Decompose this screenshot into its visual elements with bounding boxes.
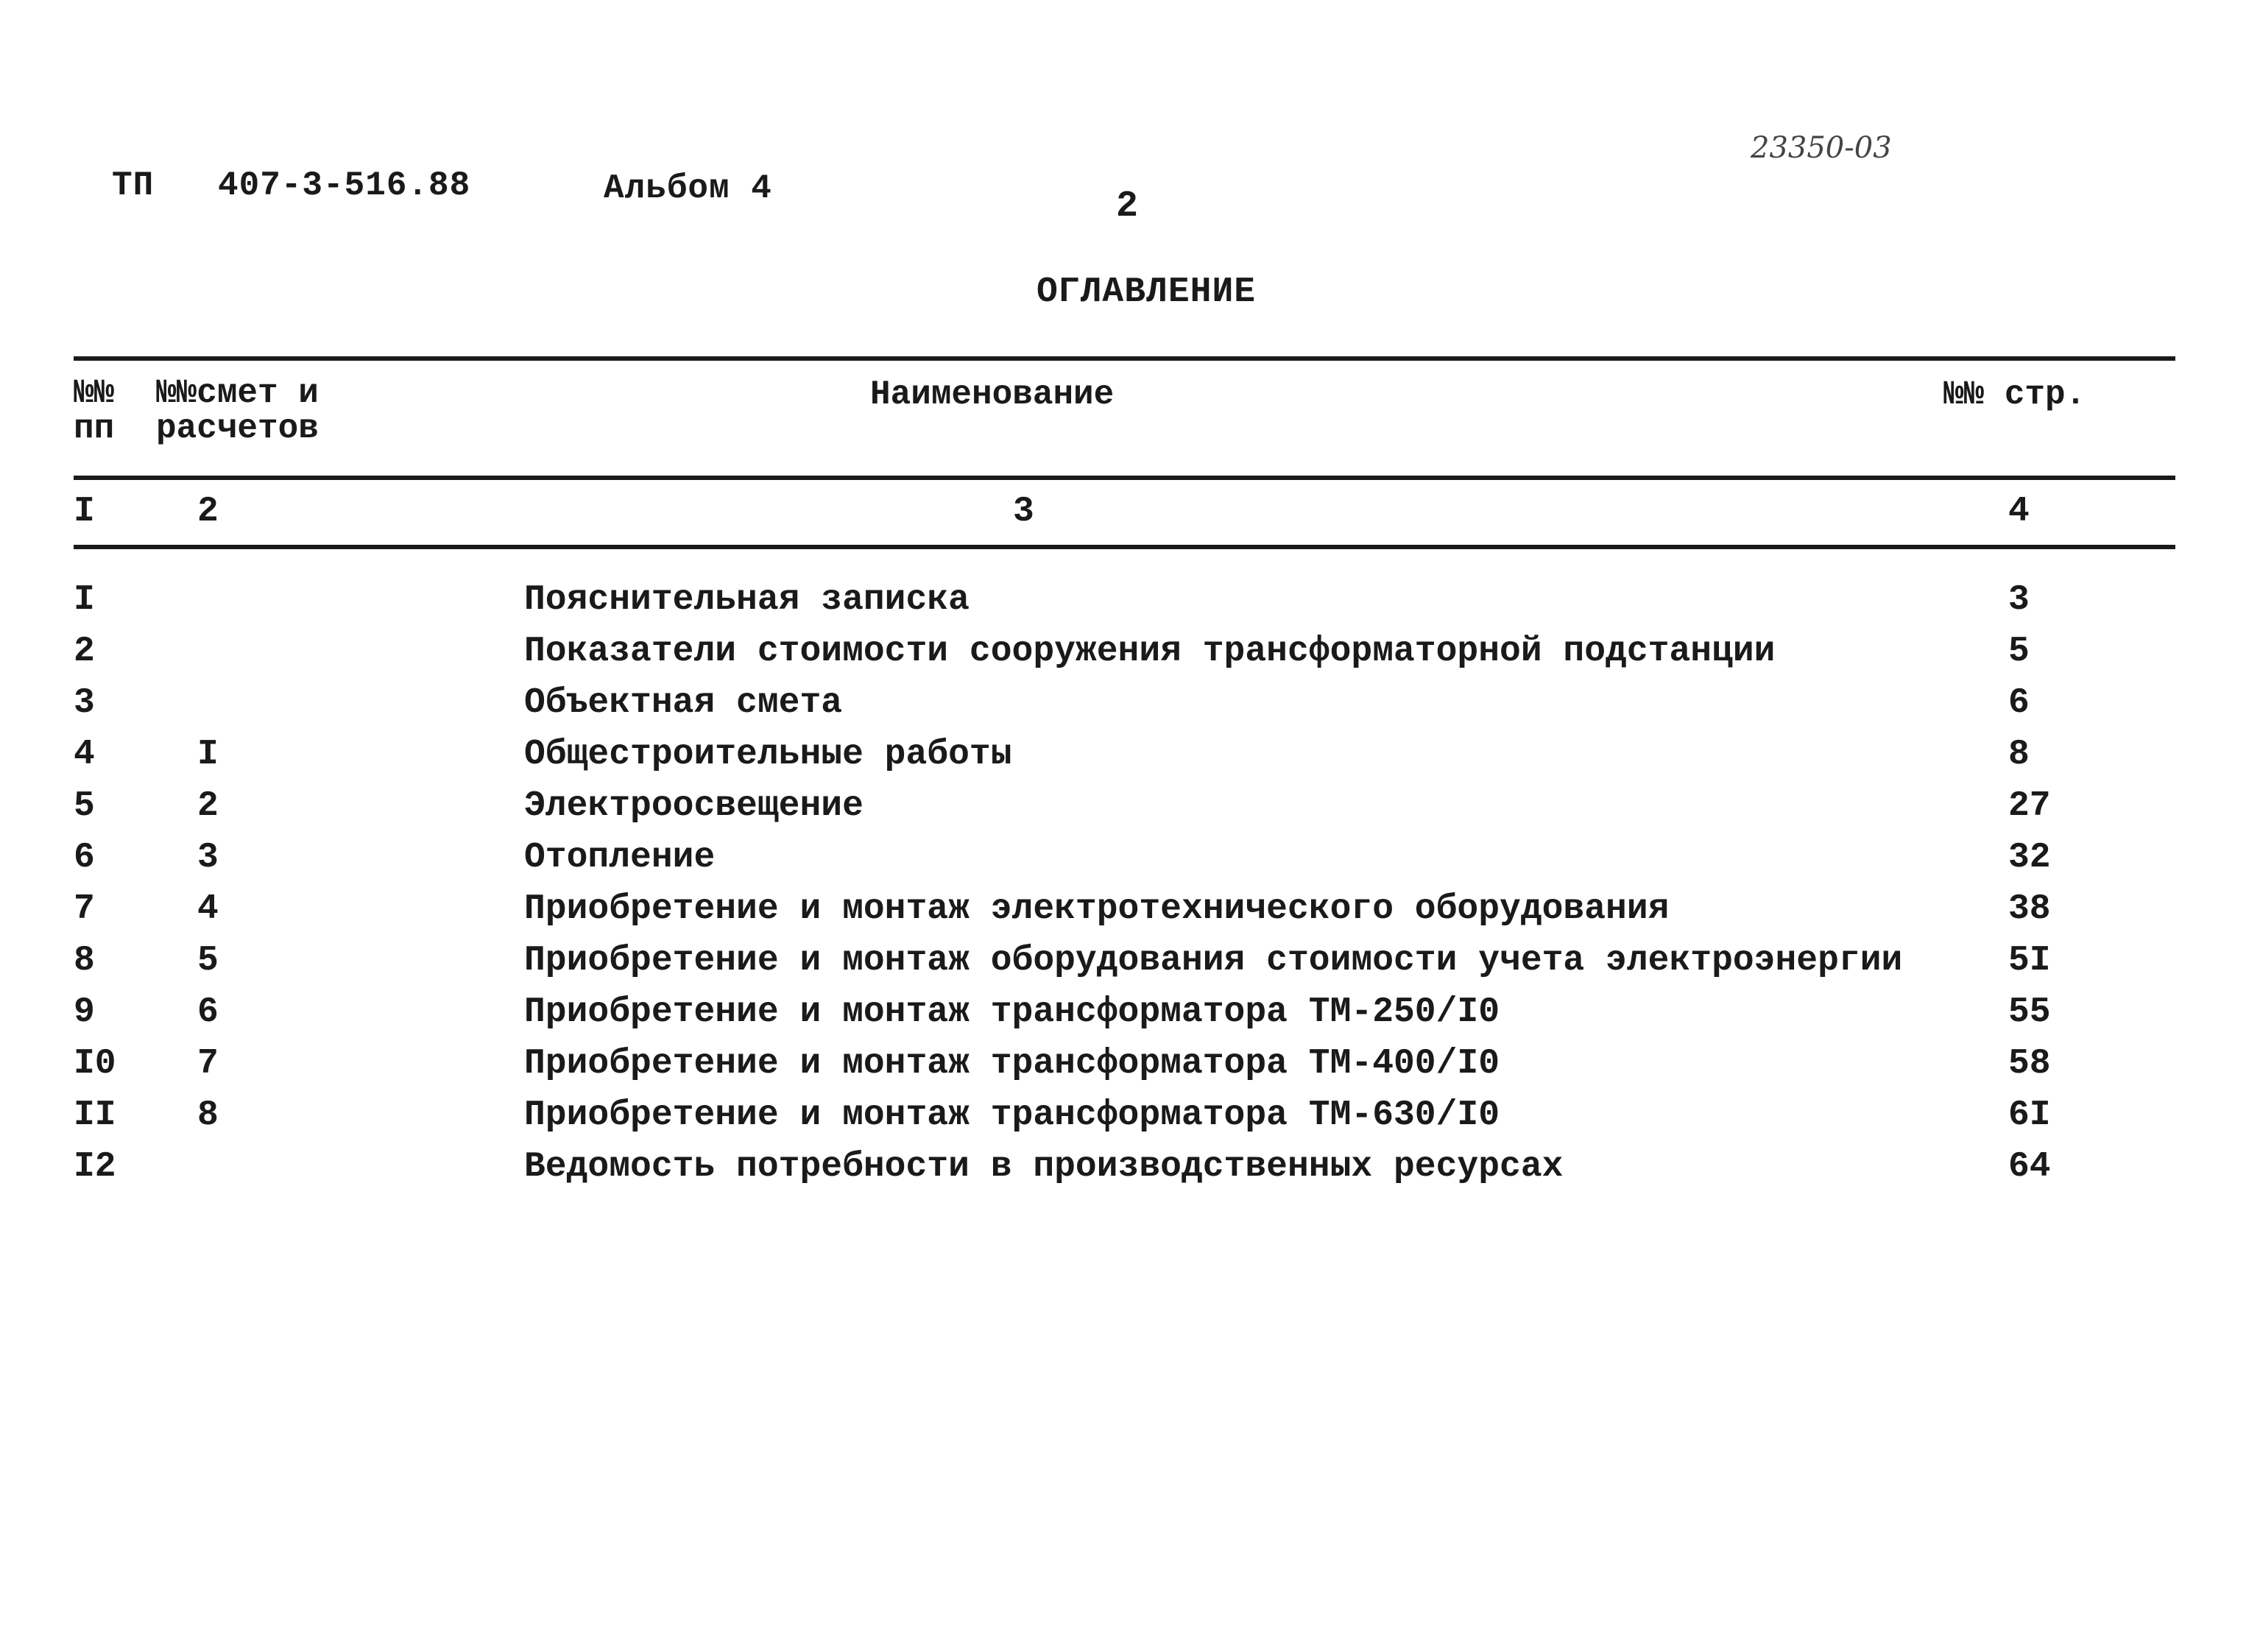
- row-page: 5: [2008, 632, 2030, 671]
- row-smeta: 5: [197, 941, 219, 981]
- table-row: [0, 935, 2260, 986]
- column-number-rule: [74, 545, 2175, 549]
- header-pp-line1: №№: [74, 374, 115, 412]
- row-page: 38: [2008, 889, 2051, 929]
- row-page: 3: [2008, 580, 2030, 620]
- column-number-4: 4: [2008, 492, 2030, 532]
- project-number: 407-3-516.88: [218, 166, 471, 205]
- row-smeta: 8: [197, 1095, 219, 1135]
- table-row: [0, 729, 2260, 780]
- table-row: [0, 1090, 2260, 1141]
- row-pp: 3: [74, 683, 95, 723]
- row-pp: I2: [74, 1147, 116, 1187]
- row-name: Приобретение и монтаж оборудования стоимости учета электроэнергии: [524, 941, 1903, 981]
- header-smeta: [156, 375, 319, 446]
- row-smeta: 4: [197, 889, 219, 929]
- row-page: 32: [2008, 838, 2051, 878]
- table-row: [0, 883, 2260, 935]
- row-name: Общестроительные работы: [524, 735, 1012, 774]
- table-row: [0, 626, 2260, 677]
- table-row: [0, 677, 2260, 729]
- row-page: 27: [2008, 786, 2051, 826]
- table-row: [0, 1141, 2260, 1193]
- row-pp: 8: [74, 941, 95, 981]
- album-label: Альбом 4: [604, 169, 772, 208]
- row-pp: II: [74, 1095, 116, 1135]
- header-page: №№ стр.: [1943, 375, 2086, 414]
- row-smeta: 3: [197, 838, 219, 878]
- row-page: 55: [2008, 992, 2051, 1032]
- header-pp-line2: пп: [74, 409, 115, 448]
- column-number-3: 3: [1013, 492, 1034, 532]
- row-pp: 4: [74, 735, 95, 774]
- row-name: Отопление: [524, 838, 716, 878]
- row-name: Объектная смета: [524, 683, 843, 723]
- row-smeta: 6: [197, 992, 219, 1032]
- table-row: [0, 780, 2260, 832]
- row-name: Показатели стоимости сооружения трансформаторной подстанции: [524, 632, 1776, 671]
- row-pp: 6: [74, 838, 95, 878]
- row-smeta: 2: [197, 786, 219, 826]
- column-number-1: I: [74, 492, 95, 532]
- table-row: [0, 832, 2260, 883]
- header-smeta-line2: расчетов: [156, 409, 319, 448]
- header-smeta-line1: №№смет и: [156, 374, 319, 412]
- header-name: Наименование: [870, 375, 1115, 414]
- column-number-2: 2: [197, 492, 219, 532]
- row-pp: 7: [74, 889, 95, 929]
- row-page: 64: [2008, 1147, 2051, 1187]
- table-row: [0, 1038, 2260, 1090]
- row-pp: 9: [74, 992, 95, 1032]
- table-row: [0, 574, 2260, 626]
- row-page: 58: [2008, 1044, 2051, 1084]
- table-top-rule: [74, 356, 2175, 361]
- header-pp: [74, 375, 114, 446]
- row-pp: 5: [74, 786, 95, 826]
- row-smeta: 7: [197, 1044, 219, 1084]
- row-name: Электроосвещение: [524, 786, 864, 826]
- row-name: Приобретение и монтаж трансформатора ТМ-250/I0: [524, 992, 1500, 1032]
- row-name: Пояснительная записка: [524, 580, 970, 620]
- series-code: ТП: [112, 166, 155, 205]
- row-page: 5I: [2008, 941, 2051, 981]
- header-bottom-rule: [74, 476, 2175, 480]
- row-pp: I0: [74, 1044, 116, 1084]
- row-name: Приобретение и монтаж электротехнического оборудования: [524, 889, 1670, 929]
- handwritten-number: 23350-03: [1751, 131, 1892, 165]
- row-name: Приобретение и монтаж трансформатора ТМ-400/I0: [524, 1044, 1500, 1084]
- row-page: 6: [2008, 683, 2030, 723]
- page-number: 2: [1116, 186, 1139, 227]
- row-pp: I: [74, 580, 95, 620]
- row-name: Ведомость потребности в производственных ресурсах: [524, 1147, 1564, 1187]
- row-smeta: I: [197, 735, 219, 774]
- row-page: 6I: [2008, 1095, 2051, 1135]
- row-page: 8: [2008, 735, 2030, 774]
- row-name: Приобретение и монтаж трансформатора ТМ-630/I0: [524, 1095, 1500, 1135]
- page-title: ОГЛАВЛЕНИЕ: [1037, 272, 1257, 312]
- row-pp: 2: [74, 632, 95, 671]
- table-row: [0, 986, 2260, 1038]
